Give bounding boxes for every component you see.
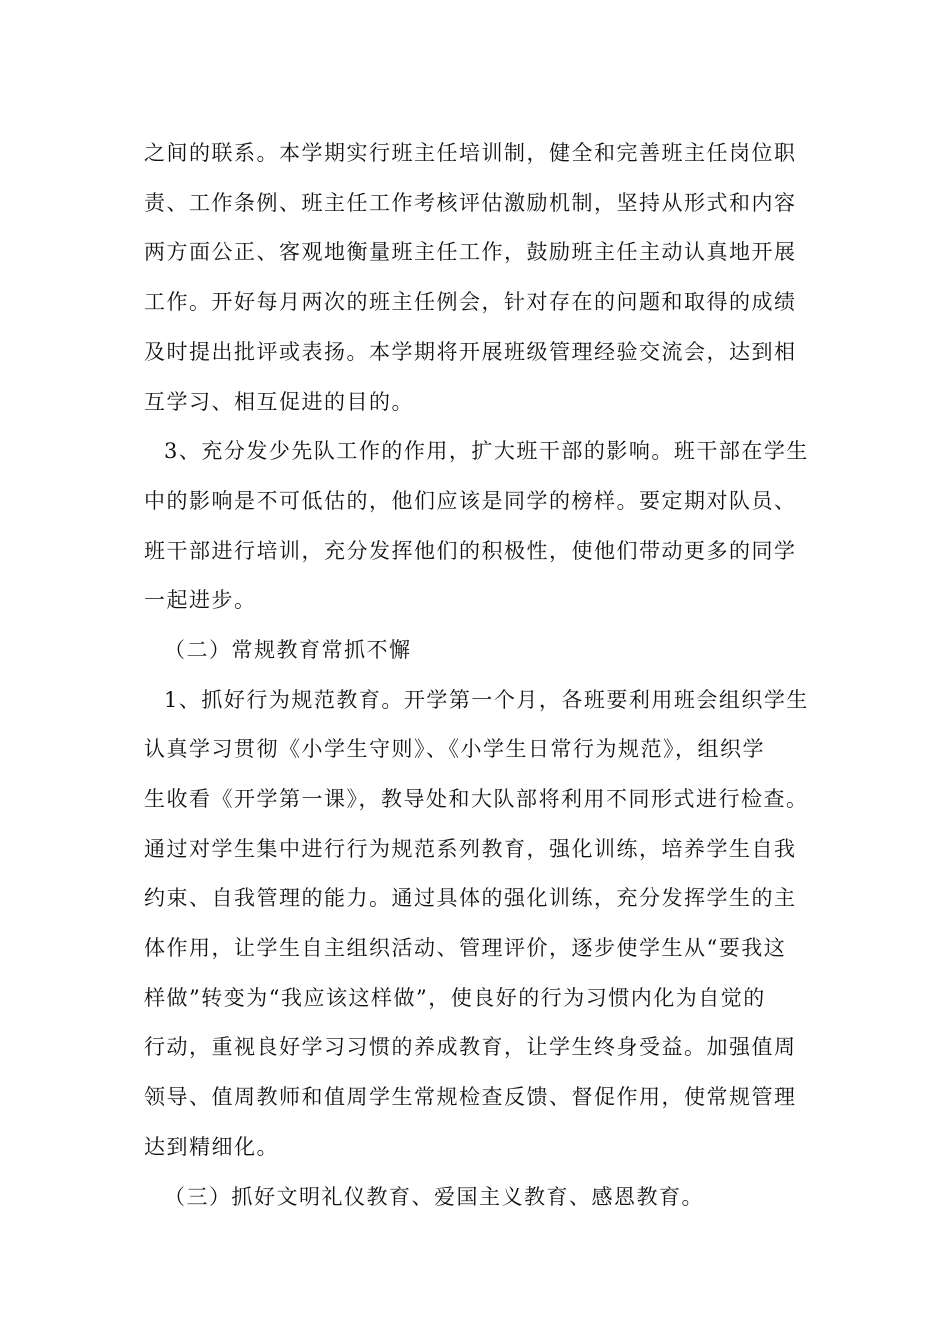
text-line: 责、工作条例、班主任工作考核评估激励机制，坚持从形式和内容 [144,191,797,215]
section-heading: （三）抓好文明礼仪教育、爱国主义教育、感恩教育。 [164,1185,704,1209]
text-line: 及时提出批评或表扬。本学期将开展班级管理经验交流会，达到相 [144,340,797,364]
text-line: 3、充分发少先队工作的作用，扩大班干部的影响。班干部在学生 [164,439,809,463]
text-line: 样做”转变为“我应该这样做”，使良好的行为习惯内化为自觉的 [144,986,766,1010]
text-line: 班干部进行培训，充分发挥他们的积极性，使他们带动更多的同学 [144,539,797,563]
text-line: 生收看《开学第一课》，教导处和大队部将利用不同形式进行检查。 [144,787,809,811]
text-line: 互学习、相互促进的目的。 [144,390,414,414]
text-line: 体作用，让学生自主组织活动、管理评价，逐步使学生从“要我这 [144,936,787,960]
text-line: 两方面公正、客观地衡量班主任工作，鼓励班主任主动认真地开展 [144,240,797,264]
section-heading: （二）常规教育常抓不懈 [164,638,412,662]
text-line: 1、抓好行为规范教育。开学第一个月，各班要利用班会组织学生 [164,688,809,712]
text-line: 领导、值周教师和值周学生常规检查反馈、督促作用，使常规管理 [144,1085,797,1109]
text-line: 行动，重视良好学习习惯的养成教育，让学生终身受益。加强值周 [144,1035,797,1059]
text-line: 达到精细化。 [144,1135,279,1159]
text-line: 约束、自我管理的能力。通过具体的强化训练，充分发挥学生的主 [144,886,797,910]
text-line: 之间的联系。本学期实行班主任培训制，健全和完善班主任岗位职 [144,141,797,165]
text-line: 工作。开好每月两次的班主任例会，针对存在的问题和取得的成绩 [144,290,797,314]
text-line: 一起进步。 [144,588,257,612]
text-line: 通过对学生集中进行行为规范系列教育，强化训练，培养学生自我 [144,837,797,861]
text-line: 认真学习贯彻《小学生守则》、《小学生日常行为规范》，组织学 [144,737,765,761]
text-line: 中的影响是不可低估的，他们应该是同学的榜样。要定期对队员、 [144,489,797,513]
